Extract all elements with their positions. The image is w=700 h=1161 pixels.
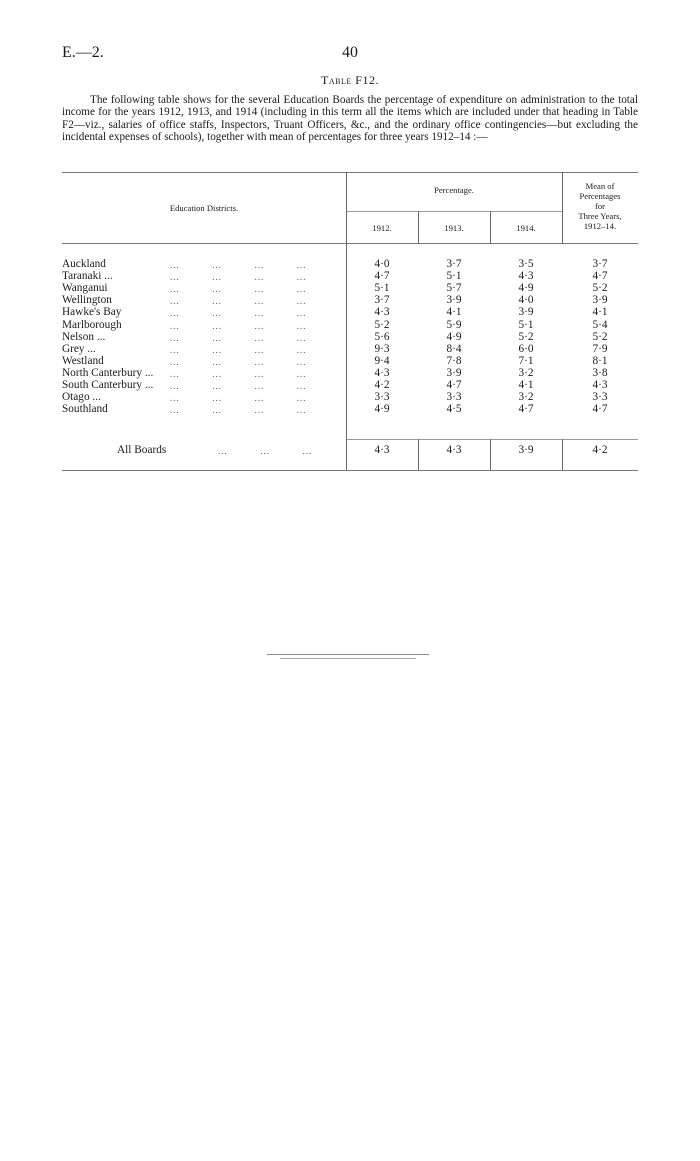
cell-1912: 5·6 [374, 330, 390, 343]
leader-dots: ... ... ... ... [170, 296, 307, 307]
cell-1913: 3·7 [446, 258, 462, 270]
cell-1914: 5·1 [518, 318, 534, 331]
leader-dots: ... ... ... ... [170, 405, 307, 416]
leader-dots: ... ... ... ... [170, 356, 307, 367]
cell-1913: 3·9 [446, 366, 462, 379]
cell-mean: 3·9 [592, 294, 608, 307]
cell-mean: 4·3 [592, 379, 608, 391]
leader-dots: ... ... ... ... [170, 332, 307, 343]
header-bottom-rule [62, 243, 638, 244]
header-1912: 1912. [372, 223, 392, 233]
leader-dots: ... ... ... ... [170, 284, 307, 295]
header-percentage: Percentage. [434, 185, 474, 195]
district-name: Westland [62, 354, 104, 367]
cell-1913: 5·9 [446, 318, 462, 331]
cell-mean: 5·2 [592, 282, 608, 295]
cell-mean: 4·7 [592, 403, 608, 416]
total-1913: 4·3 [446, 444, 462, 456]
header-mean-line: for [594, 201, 606, 211]
header-mean [562, 181, 638, 231]
leader-dots: ... ... ... ... [170, 260, 307, 270]
district-name: South Canterbury ... [62, 379, 154, 391]
cell-1912: 4·2 [374, 379, 390, 391]
header-districts: Education Districts. [169, 203, 239, 213]
district-name: Wanganui [62, 282, 108, 295]
district-name: Taranaki ... [62, 270, 113, 283]
total-1914: 3·9 [518, 444, 534, 456]
cell-1913: 4·1 [446, 306, 462, 319]
cell-1913: 5·1 [446, 270, 462, 283]
cell-1914: 3·2 [518, 366, 534, 379]
header-mean-line: Mean of [585, 181, 615, 191]
cell-1912: 3·7 [374, 294, 390, 307]
cell-1914: 3·5 [518, 258, 534, 270]
cell-1912: 3·3 [374, 391, 390, 404]
district-name: Auckland [62, 258, 106, 270]
cell-1912: 4·3 [374, 366, 390, 379]
total-mean: 4·2 [592, 444, 608, 456]
cell-mean: 4·7 [592, 270, 608, 283]
cell-1913: 8·4 [446, 342, 462, 355]
cell-1912: 5·1 [374, 282, 390, 295]
cell-1914: 3·2 [518, 391, 534, 404]
total-top-rule [346, 439, 638, 440]
cell-1912: 4·9 [374, 403, 390, 416]
cell-1913: 4·5 [446, 403, 462, 416]
cell-1912: 4·0 [374, 258, 390, 270]
cell-mean: 3·8 [592, 366, 608, 379]
leader-dots: ... ... ... ... [170, 272, 307, 283]
cell-1914: 3·9 [518, 306, 534, 319]
header-mean-line: Three Years, [578, 211, 622, 221]
table-bottom-rule [62, 470, 638, 471]
table-title-text: Table F12. [321, 73, 379, 87]
cell-1913: 7·8 [446, 354, 462, 367]
header-mean-line: 1912–14. [583, 221, 617, 231]
cell-1914: 6·0 [518, 342, 534, 355]
header-subrule [346, 211, 562, 212]
cell-mean: 5·4 [592, 318, 608, 331]
leader-dots: ... ... ... ... [170, 320, 307, 331]
cell-1912: 9·4 [374, 354, 390, 367]
cell-1914: 4·0 [518, 294, 534, 307]
total-dots: ... ... ... [218, 446, 313, 456]
cell-1913: 3·9 [446, 294, 462, 307]
cell-1914: 7·1 [518, 354, 534, 367]
cell-1914: 4·7 [518, 403, 534, 416]
leader-dots: ... ... ... ... [170, 368, 307, 379]
header-1913: 1913. [444, 223, 464, 233]
leader-dots: ... ... ... ... [170, 344, 307, 355]
page-number: 40 [342, 44, 358, 61]
cell-1912: 4·7 [374, 270, 390, 283]
leader-dots: ... ... ... ... [170, 381, 307, 391]
district-name: North Canterbury ... [62, 366, 154, 379]
district-name: Marlborough [62, 318, 122, 331]
header-mean-line: Percentages [579, 191, 621, 201]
cell-mean: 7·9 [592, 342, 608, 355]
district-name: Otago ... [62, 391, 101, 404]
total-1912: 4·3 [374, 444, 390, 456]
cell-mean: 4·1 [592, 306, 608, 319]
cell-1914: 5·2 [518, 330, 534, 343]
table-title [0, 73, 700, 88]
cell-1912: 9·3 [374, 342, 390, 355]
leader-dots: ... ... ... ... [170, 308, 307, 319]
leader-dots: ... ... ... ... [170, 393, 307, 404]
cell-1914: 4·9 [518, 282, 534, 295]
district-name: Wellington [62, 294, 112, 307]
district-name: Hawke's Bay [62, 306, 122, 319]
page-ref: E.—2. [62, 44, 104, 61]
cell-1913: 4·9 [446, 330, 462, 343]
footer-rule-short [280, 658, 416, 659]
footer-rule [267, 654, 429, 655]
table-intro: The following table shows for the several Education Boards the percentage of expenditure on administration to the total income for the years 1912, 1913, and 1914 (including in this term all the items which are included under that heading in Table F2—viz., salaries of office staffs, Inspectors, Truant Officers, &c., and the ordinary office contingencies—but excluding the incidental expenses of schools), together with mean of percentages for three years 1912–14 :— [62, 94, 638, 144]
table-top-rule [62, 172, 638, 173]
district-name: Southland [62, 403, 108, 416]
cell-mean: 3·7 [592, 258, 608, 270]
district-name: Nelson ... [62, 330, 106, 343]
total-label: All Boards [117, 444, 167, 456]
cell-mean: 3·3 [592, 391, 608, 404]
cell-mean: 8·1 [592, 354, 608, 367]
cell-1914: 4·1 [518, 379, 534, 391]
cell-1912: 4·3 [374, 306, 390, 319]
district-name: Grey ... [62, 342, 96, 355]
header-1914: 1914. [516, 223, 536, 233]
cell-mean: 5·2 [592, 330, 608, 343]
cell-1913: 4·7 [446, 379, 462, 391]
cell-1912: 5·2 [374, 318, 390, 331]
cell-1914: 4·3 [518, 270, 534, 283]
cell-1913: 5·7 [446, 282, 462, 295]
cell-1913: 3·3 [446, 391, 462, 404]
